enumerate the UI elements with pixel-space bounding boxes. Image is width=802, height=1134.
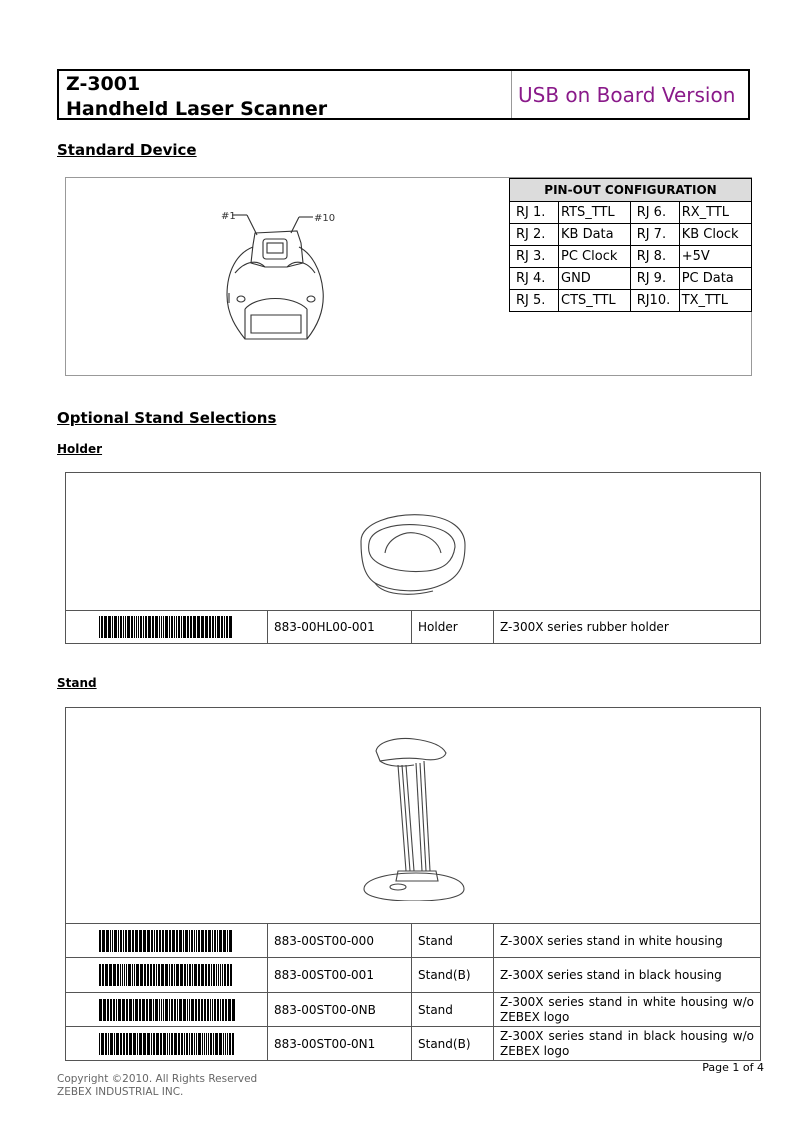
item-type: Holder [412,611,494,644]
barcode-cell [66,611,268,644]
part-number: 883-00ST00-001 [268,958,412,993]
pin-number: RJ10. [630,290,679,312]
callout-label-left: #1 [221,211,236,222]
barcode-image [99,930,235,952]
pinout-row [510,246,752,268]
item-description: Z-300X series rubber holder [494,611,761,644]
pin-signal: TX_TTL [679,290,751,312]
pin-signal: CTS_TTL [559,290,631,312]
part-number: 883-00ST00-000 [268,924,412,958]
pin-number: RJ 3. [510,246,559,268]
barcode-cell [66,993,268,1027]
pin-signal: PC Clock [559,246,631,268]
barcode-cell [66,958,268,993]
pin-number: RJ 6. [630,202,679,224]
pin-signal: +5V [679,246,751,268]
header-title-block [59,71,512,118]
pin-signal: RX_TTL [679,202,751,224]
table-row [66,958,761,993]
part-number: 883-00ST00-0N1 [268,1027,412,1061]
item-type: Stand [412,924,494,958]
pin-number: RJ 2. [510,224,559,246]
pin-signal: GND [559,268,631,290]
part-number: 883-00ST00-0NB [268,993,412,1027]
pinout-row [510,202,752,224]
pin-number: RJ 4. [510,268,559,290]
item-description: Z-300X series stand in black housing [494,958,761,993]
copyright-text: Copyright ©2010. All Rights Reserved [57,1073,258,1085]
table-row [66,1027,761,1061]
pinout-title: PIN-OUT CONFIGURATION [510,179,752,202]
barcode-image [99,964,235,986]
barcode-cell [66,1027,268,1061]
barcode-image [99,1033,235,1055]
stand-drawing [358,731,468,901]
section-title-optional: Optional Stand Selections [57,409,277,427]
barcode-cell [66,924,268,958]
stand-image-cell [66,708,761,924]
table-row [66,924,761,958]
holder-drawing [353,503,473,598]
footer-block [57,1073,257,1099]
item-type: Stand(B) [412,1027,494,1061]
pinout-row [510,268,752,290]
model-number: Z-3001 [66,73,141,95]
part-number: 883-00HL00-001 [268,611,412,644]
pin-signal: RTS_TTL [559,202,631,224]
subsection-title-stand: Stand [57,676,97,690]
pinout-row [510,290,752,312]
pinout-row [510,224,752,246]
holder-image-cell [66,473,761,611]
version-label: USB on Board Version [518,83,736,107]
holder-table [65,472,761,644]
document-header [57,69,750,120]
item-type: Stand [412,993,494,1027]
pin-number: RJ 1. [510,202,559,224]
pin-number: RJ 8. [630,246,679,268]
company-name: ZEBEX INDUSTRIAL INC. [57,1086,184,1098]
table-row [66,611,761,644]
stand-table [65,707,761,1061]
callout-label-right: #10 [314,213,336,224]
product-name: Handheld Laser Scanner [66,98,328,120]
item-description: Z-300X series stand in white housing [494,924,761,958]
pin-signal: KB Clock [679,224,751,246]
item-type: Stand(B) [412,958,494,993]
item-description: Z-300X series stand in black housing w/o ZEBEX logo [494,1027,761,1061]
table-row [66,993,761,1027]
pin-number: RJ 9. [630,268,679,290]
scanner-drawing [215,203,345,348]
section-title-standard-device: Standard Device [57,141,197,159]
pin-number: RJ 7. [630,224,679,246]
pin-number: RJ 5. [510,290,559,312]
barcode-image [99,999,235,1021]
pin-signal: PC Data [679,268,751,290]
pinout-table [509,178,752,312]
pin-signal: KB Data [559,224,631,246]
item-description: Z-300X series stand in white housing w/o ZEBEX logo [494,993,761,1027]
subsection-title-holder: Holder [57,442,103,456]
barcode-image [99,616,235,638]
page-number: Page 1 of 4 [702,1061,764,1074]
